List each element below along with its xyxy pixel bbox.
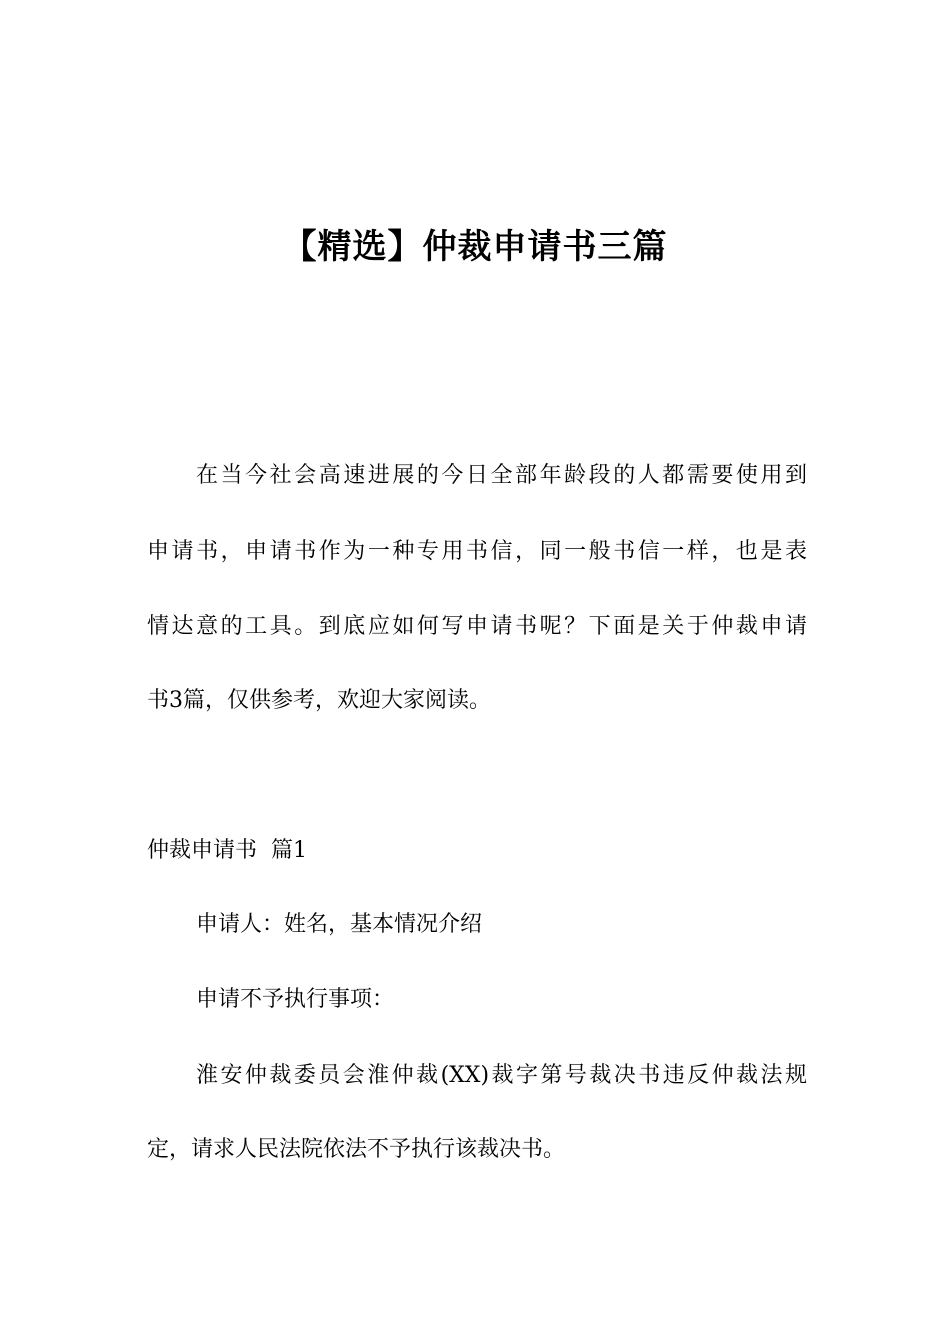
intro-line-4: 书3篇，仅供参考，欢迎大家阅读。 (147, 688, 491, 713)
matter-heading: 申请不予执行事项： (196, 987, 395, 1012)
section-heading: 仲裁申请书 篇1 (147, 838, 307, 863)
intro-line-3: 情达意的工具。到底应如何写申请书呢？下面是关于仲裁申请 (147, 614, 807, 639)
document-title: 【精选】仲裁申请书三篇 (282, 227, 668, 267)
applicant-line: 申请人：姓名，基本情况介绍 (196, 912, 483, 937)
body-line-1: 淮安仲裁委员会淮仲裁(XX)裁字第号裁决书违反仲裁法规 (196, 1063, 807, 1088)
body-line-2: 定，请求人民法院依法不予执行该裁决书。 (147, 1137, 566, 1162)
intro-line-2: 申请书，申请书作为一种专用书信，同一般书信一样，也是表 (147, 539, 807, 564)
intro-line-1: 在当今社会高速进展的今日全部年龄段的人都需要使用到 (196, 463, 807, 488)
